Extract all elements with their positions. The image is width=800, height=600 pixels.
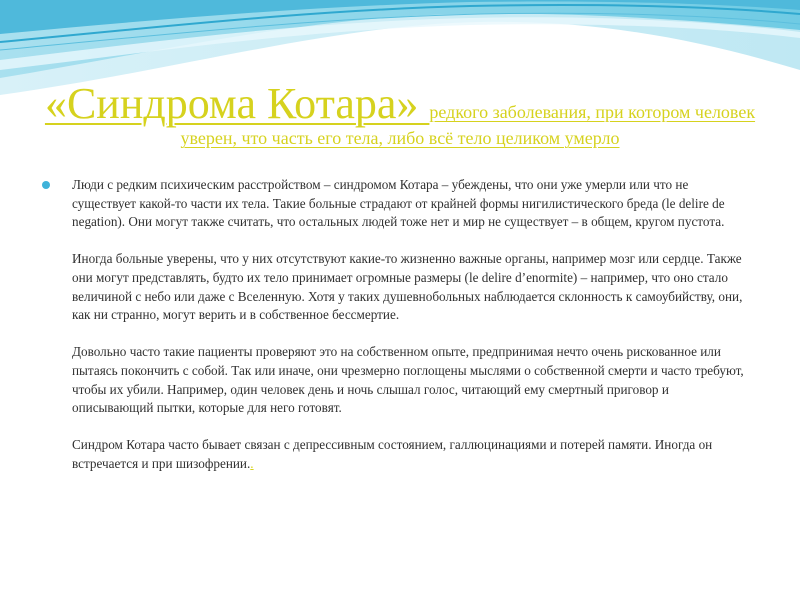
title-subtitle-link[interactable]: редкого заболевания, при котором человек уверен, что часть его тела, либо всё тело целиком умерло [180, 102, 756, 148]
bullet-icon [42, 181, 50, 189]
content-body [38, 176, 748, 474]
paragraph-list [72, 176, 748, 474]
paragraph-4-text: Синдром Котара часто бывает связан с депрессивным состоянием, галлюцинациями и потерей памяти. Иногда он встречается и при шизофрении. [72, 437, 713, 471]
paragraph-2: Иногда больные уверены, что у них отсутствуют какие-то жизненно важные органы, например мозг или сердце. Также они могут представлять, будто их тело принимает огромные размеры (le delire d’enormite) – например, что оно стало величиной с небо или даже с Вселенную. Хотя у таких душевнобольных наблюдается склонность к самоубийству, они, как ни странно, могут верить и в собственное бессмертие. [72, 251, 743, 323]
paragraph-4 [72, 436, 748, 473]
title-main-link[interactable]: «Синдрома Котара» [44, 79, 430, 128]
paragraph-3: Довольно часто такие пациенты проверяют это на собственном опыте, предпринимая нечто очень рискованное или пытаясь покончить с собой. Так или иначе, они чрезмерно поглощены мыслями о собственной смерти и часто требуют, чтобы их убили. Например, один человек день и ночь слышал голос, читающий ему смертный приговор и описывающий пытки, которые для него готовят. [72, 344, 744, 416]
trailing-link[interactable]: . [250, 455, 254, 471]
paragraph-1: Люди с редким психическим расстройством – синдромом Котара – убеждены, что они уже умерли или что не существует какой-то части их тела. Такие больные страдают от крайней формы нигилистического бреда (le delire de negation). Они могут также считать, что остальных людей тоже нет и мир не существует – в общем, кругом пустота. [72, 177, 725, 230]
slide-title[interactable] [40, 79, 760, 150]
